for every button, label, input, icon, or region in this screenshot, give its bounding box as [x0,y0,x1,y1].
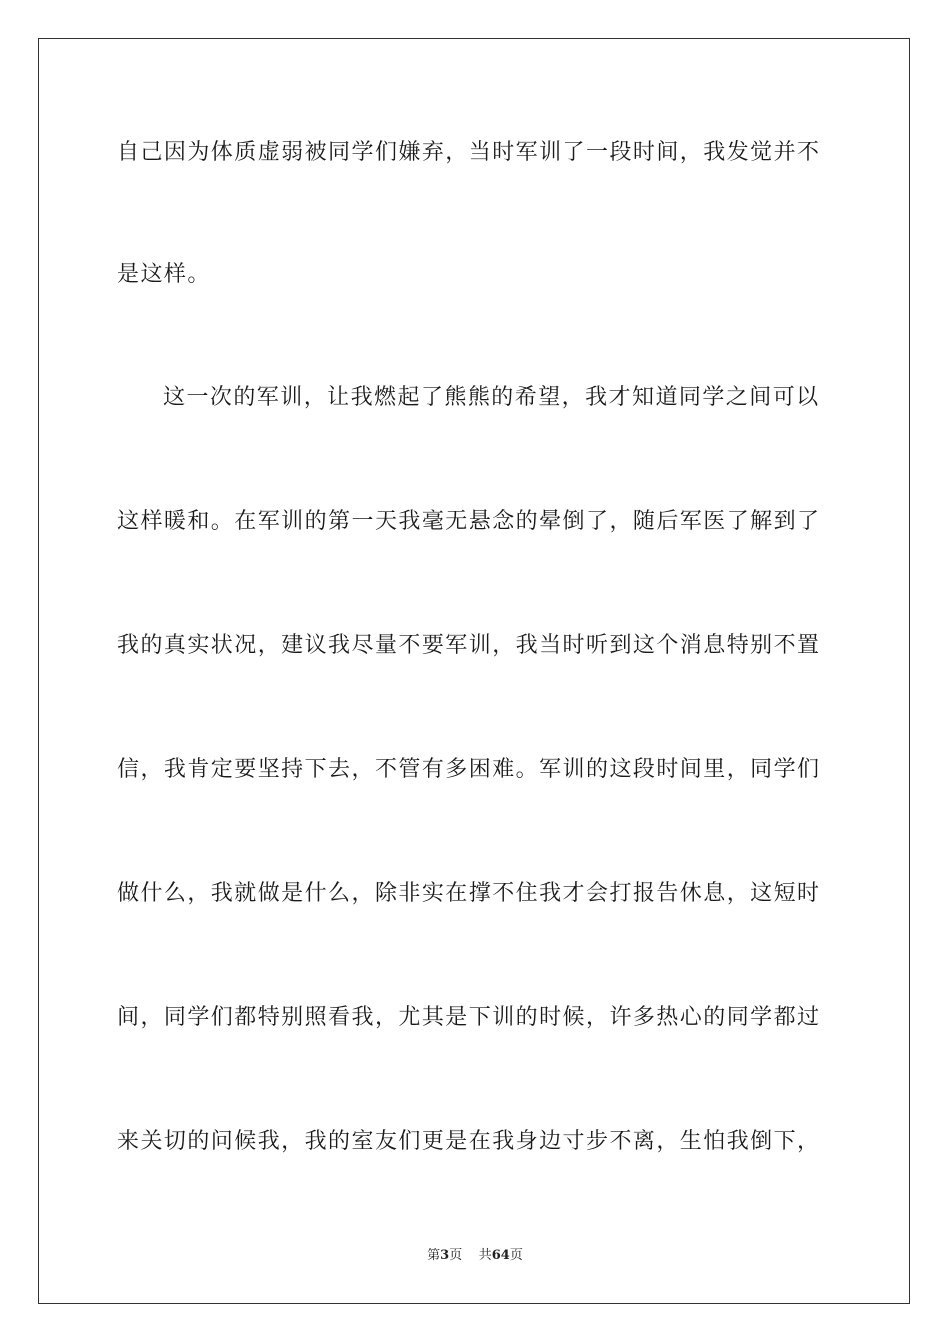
body-text-line-5: 我的真实状况，建议我尽量不要军训，我当时听到这个消息特别不置 [117,633,821,658]
total-label-suffix: 页 [509,1248,523,1263]
body-text-line-3: 这一次的军训，让我燃起了熊熊的希望，我才知道同学之间可以 [163,385,820,410]
total-page-count: 64 [491,1248,510,1263]
body-text-line-9: 来关切的问候我，我的室友们更是在我身边寸步不离，生怕我倒下， [117,1129,821,1154]
body-text-line-7: 做什么，我就做是什么，除非实在撑不住我才会打报告休息，这短时 [117,881,821,906]
body-text-line-8: 间，同学们都特别照看我，尤其是下训的时候，许多热心的同学都过 [117,1005,821,1030]
body-text-line-1: 自己因为体质虚弱被同学们嫌弃，当时军训了一段时间，我发觉并不 [117,140,821,165]
current-page-number: 3 [440,1248,450,1263]
total-label-prefix: 共 [478,1248,492,1263]
body-text-line-4: 这样暖和。在军训的第一天我毫无悬念的晕倒了，随后军医了解到了 [117,509,821,534]
page-label-suffix: 页 [449,1248,463,1263]
body-text-line-6: 信，我肯定要坚持下去，不管有多困难。军训的这段时间里，同学们 [117,757,821,782]
page-footer [0,1247,950,1265]
page-border [38,38,910,1304]
page-label-prefix: 第 [427,1248,441,1263]
body-text-line-2: 是这样。 [117,262,211,287]
